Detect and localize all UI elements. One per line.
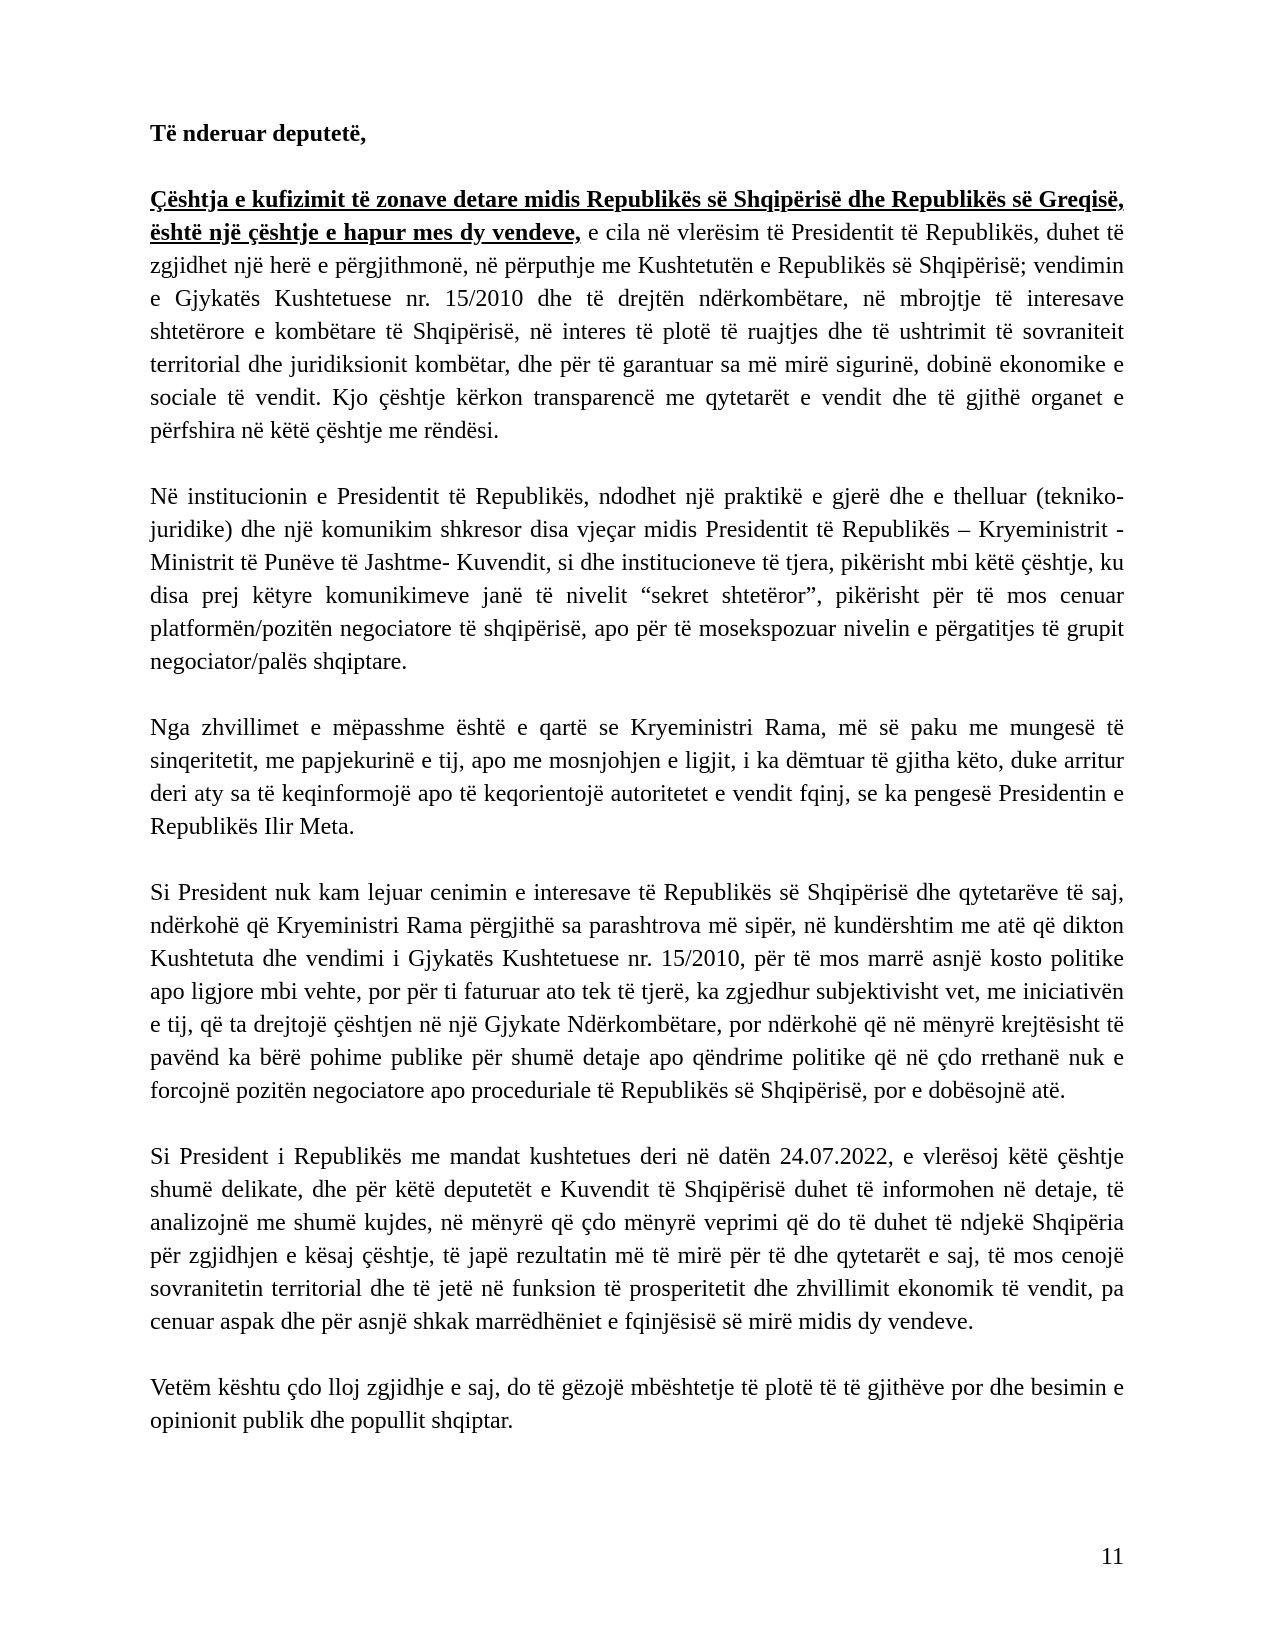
intro-paragraph-lead: Çështja e kufizimit të zonave detare midis Republikës së Shqipërisë dhe Republikës së Greqisë, është një çështje e hapur mes dy vendeve, xyxy=(150,187,1124,246)
body-paragraph: Në institucionin e Presidentit të Republikës, ndodhet një praktikë e gjerë dhe e thelluar (tekniko-juridike) dhe një komunikim shkresor disa vjeçar midis Presidentit të Republikës – Kryeministrit - Ministrit të Punëve të Jashtme- Kuvendit, si dhe institucioneve të tjera, pikërisht mbi këtë çështje, ku disa prej këtyre komunikimeve janë të nivelit “sekret shtetëror”, pikërisht për të mos cenuar platformën/pozitën negociatore të shqipërisë, apo për të mosekspozuar nivelin e përgatitjes të grupit negociator/palës shqiptare. xyxy=(150,484,1124,675)
body-paragraph: Vetëm kështu çdo lloj zgjidhje e saj, do të gëzojë mbështetje të plotë të të gjithëve por dhe besimin e opinionit publik dhe popullit shqiptar. xyxy=(150,1375,1124,1434)
salutation-heading: Të nderuar deputetë, xyxy=(150,121,367,147)
intro-paragraph xyxy=(150,184,1124,448)
body-paragraph: Nga zhvillimet e mëpasshme është e qartë se Kryeministri Rama, më së paku me mungesë të sinqeritetit, me papjekurinë e tij, apo me mosnjohjen e ligjit, i ka dëmtuar të gjitha këto, duke arritur deri aty sa të keqinformojë apo të keqorientojë autoritetet e vendit fqinj, se ka pengesë Presidentin e Republikës Ilir Meta. xyxy=(150,715,1124,840)
intro-paragraph-rest: e cila në vlerësim të Presidentit të Republikës, duhet të zgjidhet një herë e përgjithmonë, në përputhje me Kushtetutën e Republikës së Shqipërisë; vendimin e Gjykatës Kushtetuese nr. 15/2010 dhe të drejtën ndërkombëtare, në mbrojtje të interesave shtetërore e kombëtare të Shqipërisë, në interes të plotë të ruajtjes dhe të ushtrimit të sovraniteit territorial dhe juridiksionit kombëtar, dhe për të garantuar sa më mirë sigurinë, dobinë ekonomike e sociale të vendit. Kjo çështje kërkon transparencë me qytetarët e vendit dhe të gjithë organet e përfshira në këtë çështje me rëndësi. xyxy=(150,220,1124,444)
page-number: 11 xyxy=(1100,1544,1124,1570)
body-paragraph: Si President i Republikës me mandat kushtetues deri në datën 24.07.2022, e vlerësoj këtë çështje shumë delikate, dhe për këtë deputetët e Kuvendit të Shqipërisë duhet të informohen në detaje, të analizojnë me shumë kujdes, në mënyrë që çdo mënyrë veprimi që do të duhet të ndjekë Shqipëria për zgjidhjen e kësaj çështje, të japë rezultatin më të mirë për të dhe qytetarët e saj, të mos cenojë sovranitetin territorial dhe të jetë në funksion të prosperitetit dhe zhvillimit ekonomik të vendit, pa cenuar aspak dhe për asnjë shkak marrëdhëniet e fqinjësisë së mirë midis dy vendeve. xyxy=(150,1144,1124,1335)
body-paragraph: Si President nuk kam lejuar cenimin e interesave të Republikës së Shqipërisë dhe qytetarëve të saj, ndërkohë që Kryeministri Rama përgjithë sa parashtrova më sipër, në kundërshtim me atë që dikton Kushtetuta dhe vendimi i Gjykatës Kushtetuese nr. 15/2010, për të mos marrë asnjë kosto politike apo ligjore mbi vehte, por për ti faturuar ato tek të tjerë, ka zgjedhur subjektivisht vet, me iniciativën e tij, që ta drejtojë çështjen në një Gjykate Ndërkombëtare, por ndërkohë që në mënyrë krejtësisht të pavënd ka bërë pohime publike për shumë detaje apo qëndrime politike që në çdo rrethanë nuk e forcojnë pozitën negociatore apo proceduriale të Republikës së Shqipërisë, por e dobësojnë atë. xyxy=(150,880,1124,1104)
